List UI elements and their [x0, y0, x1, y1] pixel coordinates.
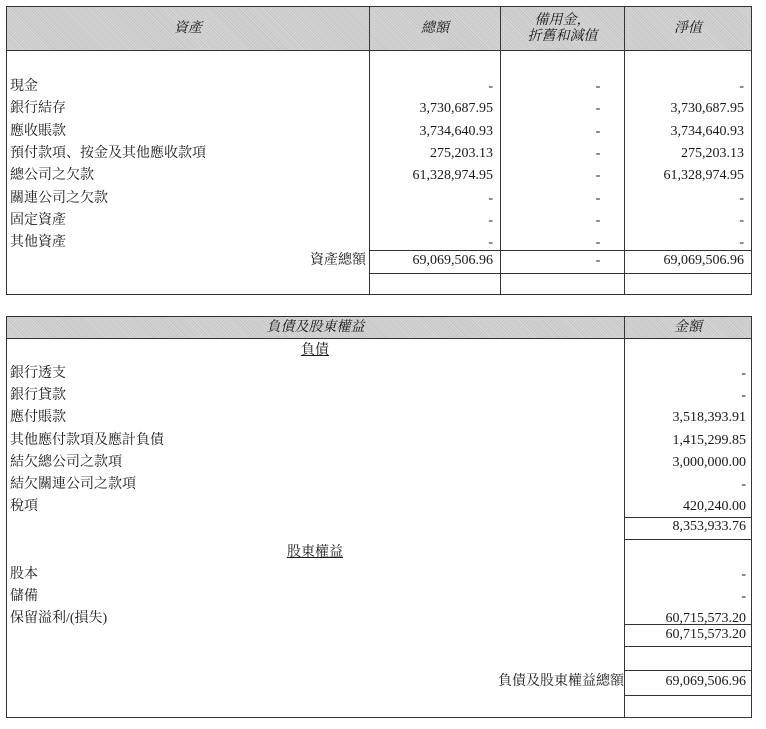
asset-row-total: - — [488, 79, 493, 94]
asset-row-total: - — [488, 212, 493, 228]
equity-row-amount: - — [741, 589, 746, 605]
asset-row-total: - — [488, 235, 493, 251]
equity-row-label: 股本 — [10, 567, 38, 582]
asset-row-net: 3,734,640.93 — [670, 123, 744, 139]
asset-row-provision: - — [595, 123, 601, 139]
liab-row-label: 結欠總公司之款項 — [10, 454, 122, 470]
asset-row-label: 固定資產 — [10, 212, 66, 228]
liab-row-label: 銀行貸款 — [10, 388, 66, 404]
equity-subtotal-bottom-rule — [624, 646, 751, 647]
asset-row-net: 61,328,974.95 — [663, 168, 744, 184]
liab-row-amount: 3,000,000.00 — [672, 454, 746, 470]
liab-row-amount: 3,518,393.91 — [672, 410, 746, 426]
liab-row-amount: 1,415,299.85 — [672, 432, 746, 448]
asset-row-label: 銀行結存 — [10, 101, 66, 117]
equity-row-label: 保留溢利/(損失) — [10, 611, 108, 627]
assets-header-provision — [501, 7, 624, 50]
asset-row-net: - — [739, 212, 744, 228]
asset-row-net: 3,730,687.95 — [670, 101, 744, 117]
liabilities-header — [7, 317, 751, 339]
asset-row-provision: - — [595, 235, 601, 251]
liab-row-label: 銀行透支 — [10, 366, 66, 381]
asset-row-net: 275,203.13 — [681, 145, 744, 161]
equity-row-label: 儲備 — [10, 589, 38, 605]
liab-subtotal: 8,353,933.76 — [672, 519, 746, 534]
asset-row-provision: - — [595, 190, 601, 206]
asset-row-label: 關連公司之欠款 — [10, 190, 108, 206]
grand-total-bottom-rule — [624, 695, 751, 696]
grand-total-top-rule — [624, 670, 751, 671]
assets-header-provision-line2: 折舊和減值 — [527, 28, 598, 44]
liab-row-amount: 420,240.00 — [683, 499, 746, 515]
liabilities-header-item: 負債及股東權益 — [266, 319, 365, 335]
equity-row-amount: 60,715,573.20 — [665, 611, 746, 627]
asset-row-total: - — [488, 190, 493, 206]
equity-subtotal: 60,715,573.20 — [665, 627, 746, 642]
assets-total-net: 69,069,506.96 — [663, 253, 744, 268]
asset-row-label: 現金 — [10, 79, 38, 94]
asset-row-net: - — [739, 190, 744, 206]
asset-row-label: 應收賬款 — [10, 123, 66, 139]
assets-header — [7, 7, 751, 51]
liab-subtotal-bottom-rule — [624, 539, 751, 540]
asset-row-net: - — [739, 235, 744, 251]
asset-row-total: 275,203.13 — [430, 145, 493, 161]
assets-header-item: 資產 — [174, 20, 202, 36]
liabilities-section-title: 負債 — [301, 343, 329, 358]
assets-total-provision: - — [595, 253, 601, 268]
asset-row-provision: - — [595, 101, 601, 117]
liab-row-label: 稅項 — [10, 499, 38, 515]
equity-section-title: 股東權益 — [287, 545, 343, 560]
assets-header-total: 總額 — [421, 20, 449, 36]
asset-row-provision: - — [595, 212, 601, 228]
asset-row-total: 3,730,687.95 — [419, 101, 493, 117]
liabilities-header-amount: 金額 — [674, 319, 702, 335]
liab-row-amount: - — [741, 366, 746, 381]
assets-total-label: 資產總額 — [310, 253, 366, 268]
liab-row-label: 應付賬款 — [10, 410, 66, 426]
equity-row-amount: - — [741, 567, 746, 582]
liab-row-amount: - — [741, 388, 746, 404]
asset-row-label: 總公司之欠款 — [10, 168, 94, 184]
asset-row-label: 其他資產 — [10, 235, 66, 251]
asset-row-total: 3,734,640.93 — [419, 123, 493, 139]
asset-row-provision: - — [595, 145, 601, 161]
assets-total-total: 69,069,506.96 — [412, 253, 493, 268]
liab-row-label: 結欠關連公司之款項 — [10, 477, 136, 492]
assets-header-provision-line1: 備用金， — [534, 12, 591, 28]
asset-row-provision: - — [595, 168, 601, 184]
liab-row-label: 其他應付款項及應計負債 — [10, 432, 164, 448]
grand-total: 69,069,506.96 — [665, 674, 746, 689]
asset-row-provision: - — [595, 79, 601, 94]
grand-total-label: 負債及股東權益總額 — [498, 674, 624, 689]
asset-row-label: 預付款項、按金及其他應收款項 — [10, 145, 206, 161]
assets-total-bottom-rule — [369, 273, 751, 274]
asset-row-net: - — [739, 79, 744, 94]
asset-row-total: 61,328,974.95 — [412, 168, 493, 184]
liab-row-amount: - — [741, 477, 746, 492]
assets-header-net: 淨值 — [674, 20, 702, 36]
